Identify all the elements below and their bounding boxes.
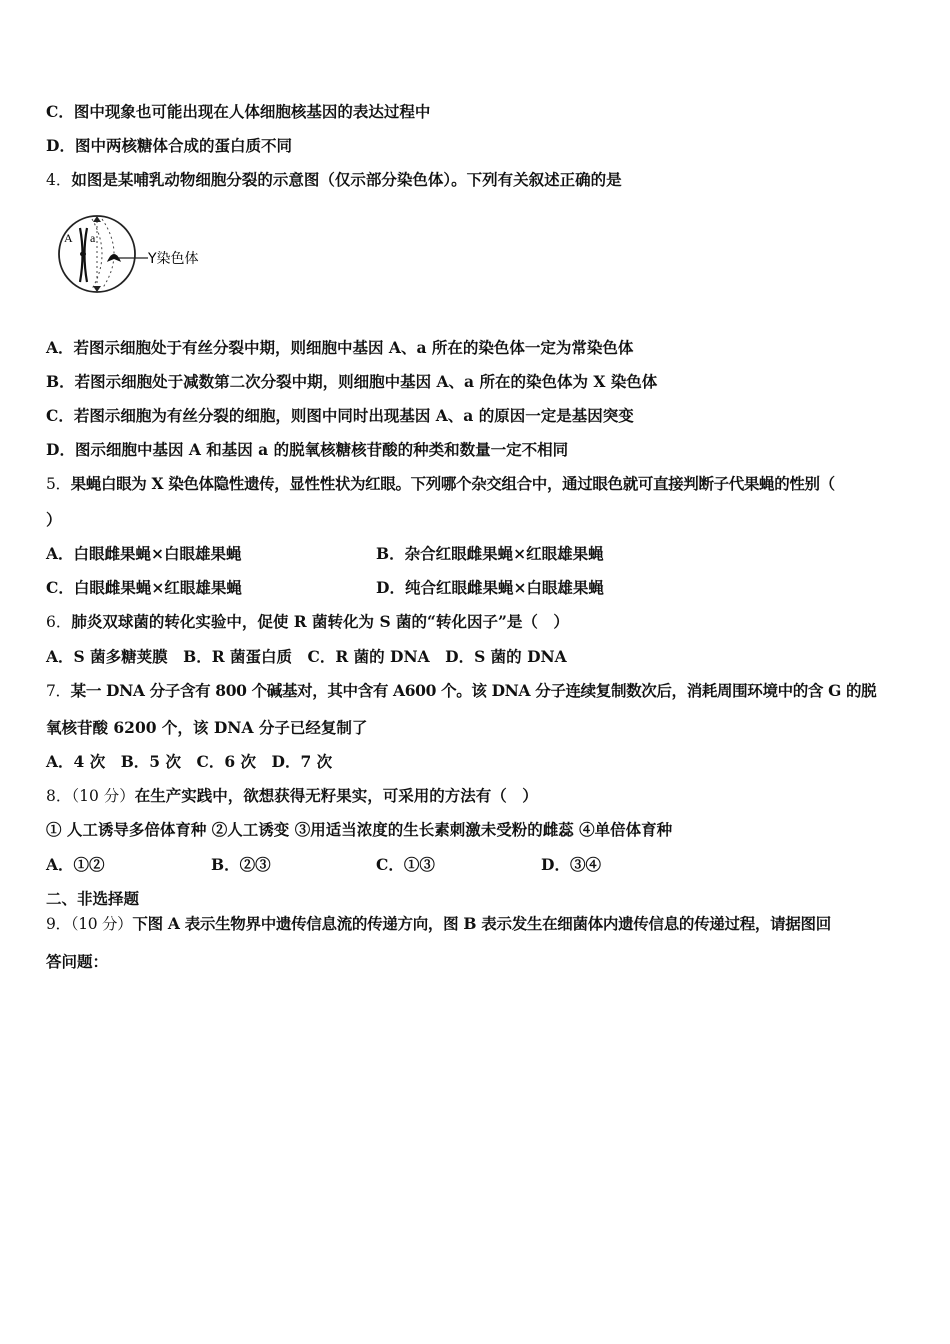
q6-options: A．S 菌多糖荚膜 B．R 菌蛋白质 C．R 菌的 DNA D．S 菌的 DNA <box>46 647 567 666</box>
q9-number: 9．（10 分） <box>46 915 133 933</box>
spindle-fiber-right <box>102 219 114 289</box>
q5-option-a: A．白眼雌果蝇×白眼雄果蝇 <box>46 544 242 563</box>
q4-stem-text: 如图是某哺乳动物细胞分裂的示意图（仅示部分染色体）。下列有关叙述正确的是 <box>71 170 622 189</box>
centromere <box>80 252 86 257</box>
q4-stem <box>46 170 622 190</box>
q9-stem <box>46 914 831 934</box>
q6-number: 6． <box>46 613 72 631</box>
q8-number: 8．（10 分） <box>46 787 135 805</box>
q9-stem-cont: 答问题： <box>46 952 109 971</box>
q5-number: 5． <box>46 475 71 493</box>
q7-options: A．4 次 B．5 次 C．6 次 D．7 次 <box>46 752 333 771</box>
q8-option-d: D．③④ <box>541 855 601 874</box>
q6-stem <box>46 612 569 632</box>
q5-stem <box>46 474 835 494</box>
spindle-fiber-left <box>92 219 102 289</box>
y-chromosome-label: Y染色体 <box>148 251 199 267</box>
cell-division-figure <box>52 206 232 301</box>
q7-stem-text: 某一 DNA 分子含有 800 个碱基对，其中含有 A600 个。该 DNA 分子连续复制数次后，消耗周围环境中的含 G 的脱 <box>70 681 877 700</box>
gene-label-a-lower: a <box>90 231 96 245</box>
q4-option-c: C．若图示细胞为有丝分裂的细胞，则图中同时出现基因 A、a 的原因一定是基因突变 <box>46 406 634 425</box>
q5-option-c: C．白眼雌果蝇×红眼雄果蝇 <box>46 578 242 597</box>
q3-option-c: C．图中现象也可能出现在人体细胞核基因的表达过程中 <box>46 102 431 121</box>
q5-option-b: B．杂合红眼雌果蝇×红眼雄果蝇 <box>376 544 604 563</box>
q5-stem-text: 果蝇白眼为 X 染色体隐性遗传，显性性状为红眼。下列哪个杂交组合中，通过眼色就可直接判断子代果蝇的性别（ <box>70 474 835 493</box>
q7-stem-cont: 氧核苷酸 6200 个，该 DNA 分子已经复制了 <box>46 718 368 737</box>
q8-stem-text: 在生产实践中，欲想获得无籽果实，可采用的方法有（ ） <box>134 786 538 805</box>
section-heading: 二、非选择题 <box>46 889 140 908</box>
q5-stem-cont: ） <box>46 510 62 529</box>
q6-stem-text: 肺炎双球菌的转化实验中，促使 R 菌转化为 S 菌的“转化因子”是（ ） <box>71 612 569 631</box>
q4-option-a: A．若图示细胞处于有丝分裂中期，则细胞中基因 A、a 所在的染色体一定为常染色体 <box>46 338 634 357</box>
q8-option-a: A．①② <box>46 855 105 874</box>
q7-stem <box>46 681 876 701</box>
q8-option-c: C．①③ <box>376 855 435 874</box>
q7-number: 7． <box>46 682 71 700</box>
q8-option-b: B．②③ <box>211 855 271 874</box>
q8-items: ① 人工诱导多倍体育种 ②人工诱变 ③用适当浓度的生长素刺激未受粉的雌蕊 ④单倍体育种 <box>46 820 673 839</box>
q4-number: 4． <box>46 171 72 189</box>
q3-option-d: D．图中两核糖体合成的蛋白质不同 <box>46 136 292 155</box>
q8-stem <box>46 786 538 806</box>
y-chromosome <box>109 255 119 260</box>
q9-stem-text: 下图 A 表示生物界中遗传信息流的传递方向，图 B 表示发生在细菌体内遗传信息的传递过程，请据图回 <box>132 914 831 933</box>
gene-label-a-upper: A <box>64 231 73 245</box>
q5-option-d: D．纯合红眼雌果蝇×白眼雄果蝇 <box>376 578 604 597</box>
q4-option-b: B．若图示细胞处于减数第二次分裂中期，则细胞中基因 A、a 所在的染色体为 X 染色体 <box>46 372 658 391</box>
q4-option-d: D．图示细胞中基因 A 和基因 a 的脱氧核糖核苷酸的种类和数量一定不相同 <box>46 440 569 459</box>
